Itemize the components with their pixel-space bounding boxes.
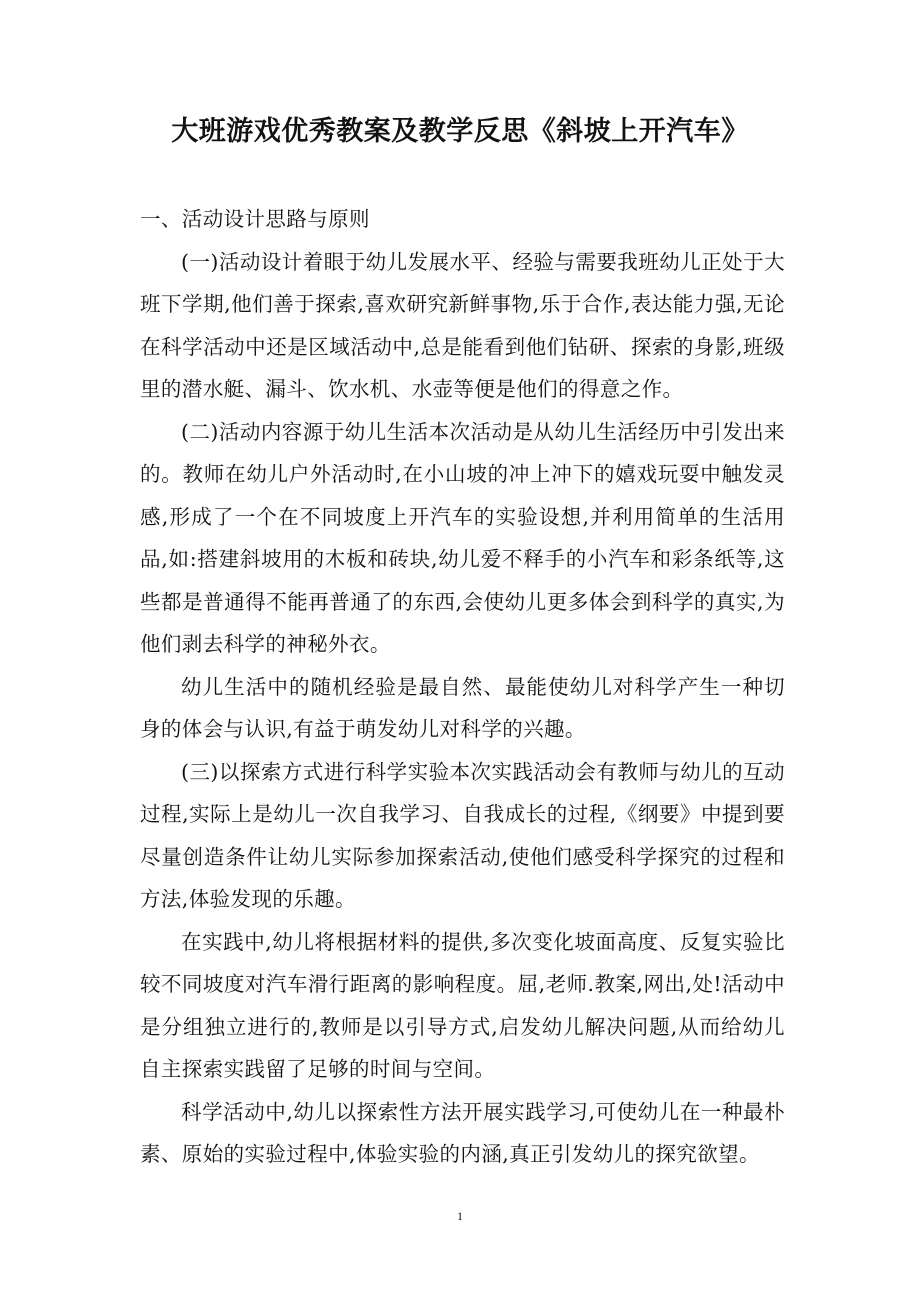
document-title: 大班游戏优秀教案及教学反思《斜坡上开汽车》 — [171, 116, 749, 147]
section-heading: 一、活动设计思路与原则 — [140, 207, 370, 231]
paragraph-6: 科学活动中,幼儿以探索性方法开展实践学习,可使幼儿在一种最朴素、原始的实验过程中,体验实验的内涵,真正引发幼儿的探究欲望。 — [140, 1099, 785, 1166]
document-body — [140, 198, 785, 1176]
page-number: 1 — [457, 1209, 463, 1223]
paragraph-3: 幼儿生活中的随机经验是最自然、最能使幼儿对科学产生一种切身的体会与认识,有益于萌发幼儿对科学的兴趣。 — [140, 674, 785, 741]
paragraph-1: (一)活动设计着眼于幼儿发展水平、经验与需要我班幼儿正处于大班下学期,他们善于探索,喜欢研究新鲜事物,乐于合作,表达能力强,无论在科学活动中还是区域活动中,总是能看到他们钻研、探索的身影,班级里的潜水艇、漏斗、饮水机、水壶等便是他们的得意之作。 — [140, 249, 785, 401]
paragraph-2: (二)活动内容源于幼儿生活本次活动是从幼儿生活经历中引发出来的。教师在幼儿户外活动时,在小山坡的冲上冲下的嬉戏玩耍中触发灵感,形成了一个在不同坡度上开汽车的实验设想,并利用简单的生活用品,如:搭建斜坡用的木板和砖块,幼儿爱不释手的小汽车和彩条纸等,这些都是普通得不能再普通了的东西,会使幼儿更多体会到科学的真实,为他们剥去科学的神秘外衣。 — [140, 419, 785, 656]
paragraph-4: (三)以探索方式进行科学实验本次实践活动会有教师与幼儿的互动过程,实际上是幼儿一次自我学习、自我成长的过程,《纲要》中提到要尽量创造条件让幼儿实际参加探索活动,使他们感受科学探究的过程和方法,体验发现的乐趣。 — [140, 759, 785, 911]
paragraph-5: 在实践中,幼儿将根据材料的提供,多次变化坡面高度、反复实验比较不同坡度对汽车滑行距离的影响程度。屈,老师.教案,网出,处!活动中是分组独立进行的,教师是以引导方式,启发幼儿解决问题,从而给幼儿自主探索实践留了足够的时间与空间。 — [140, 929, 785, 1081]
